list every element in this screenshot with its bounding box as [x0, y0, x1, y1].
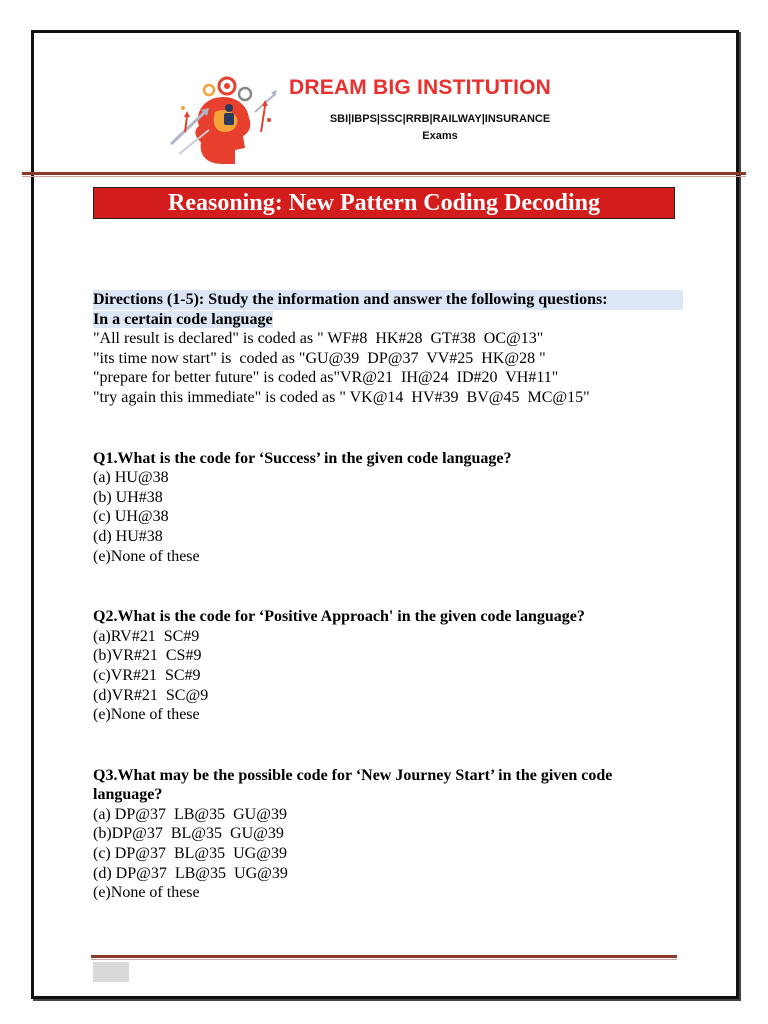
- exams-tagline: [290, 111, 590, 145]
- option: (c) UH@38: [93, 508, 169, 526]
- code-line: "its time now start" is coded as "GU@39 DP@37 VV#25 HK@28 ": [93, 349, 546, 367]
- question-text: Q3.What may be the possible code for ‘New Journey Start’ in the given code language?: [93, 766, 613, 804]
- question-2: [93, 607, 683, 725]
- option: (e)None of these: [93, 547, 200, 565]
- question-text: Q1.What is the code for ‘Success’ in the given code language?: [93, 449, 512, 467]
- question-text: Q2.What is the code for ‘Positive Approach' in the given code language?: [93, 608, 585, 626]
- code-line: "prepare for better future" is coded as"VR@21 IH@24 ID#20 VH#11": [93, 369, 559, 387]
- brand-name: DREAM BIG INSTITUTION: [289, 76, 552, 99]
- exams-word: Exams: [422, 130, 458, 142]
- option: (c) DP@37 BL@35 UG@39: [93, 845, 287, 863]
- code-line: "All result is declared" is coded as " WF#8 HK#28 GT#38 OC@13": [93, 330, 544, 348]
- document-body: [93, 290, 683, 903]
- directions-heading: Directions (1-5): Study the information and answer the following questions:: [93, 290, 683, 310]
- option: (d)VR#21 SC@9: [93, 686, 209, 704]
- option: (e)None of these: [93, 884, 200, 902]
- footer-divider: [91, 955, 677, 958]
- page-title: Reasoning: New Pattern Coding Decoding: [93, 187, 675, 219]
- option: (a) HU@38: [93, 469, 169, 487]
- option: (e)None of these: [93, 706, 200, 724]
- option: (c)VR#21 SC#9: [93, 666, 201, 684]
- footer-divider-thin: [91, 959, 677, 960]
- option: (b)VR#21 CS#9: [93, 647, 202, 665]
- header-divider-thin: [22, 176, 746, 177]
- option: (d) DP@37 LB@35 UG@39: [93, 864, 288, 882]
- exams-list: SBI|IBPS|SSC|RRB|RAILWAY|INSURANCE: [329, 113, 551, 125]
- question-3: [93, 766, 683, 903]
- question-1: [93, 449, 683, 567]
- institution-logo: [165, 72, 283, 170]
- option: (b) UH#38: [93, 488, 163, 506]
- option: (b)DP@37 BL@35 GU@39: [93, 825, 284, 843]
- option: (a) DP@37 LB@35 GU@39: [93, 805, 287, 823]
- directions-block: [93, 290, 683, 408]
- code-line: "try again this immediate" is coded as " VK@14 HV#39 BV@45 MC@15": [93, 388, 590, 406]
- directions-subheading: In a certain code language: [93, 310, 273, 328]
- header-divider: [22, 172, 746, 175]
- option: (a)RV#21 SC#9: [93, 627, 200, 645]
- page-number-box: [93, 962, 129, 982]
- option: (d) HU#38: [93, 527, 163, 545]
